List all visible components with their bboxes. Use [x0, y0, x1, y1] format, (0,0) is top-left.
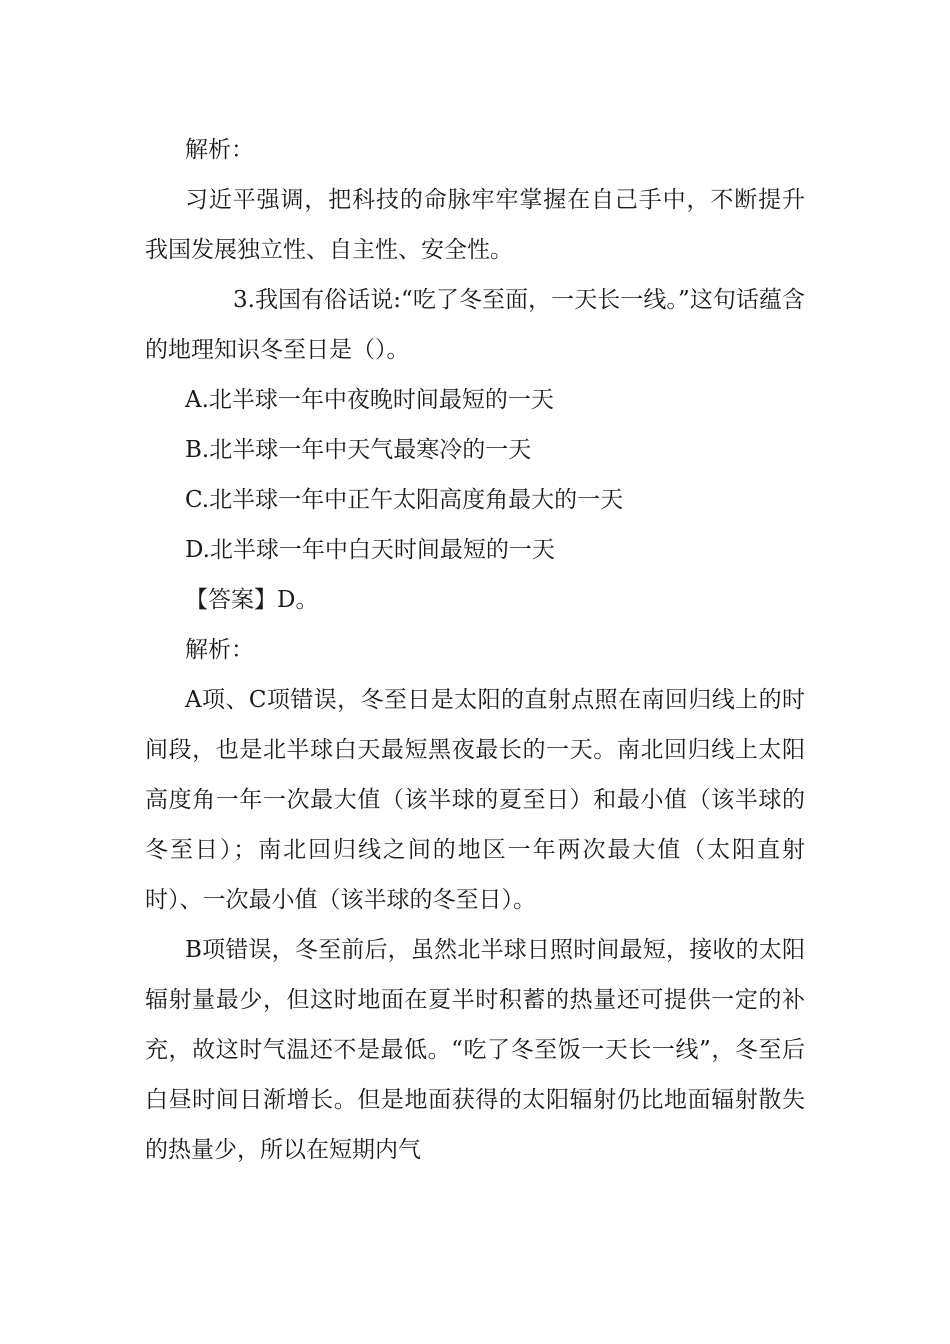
option-c: C.北半球一年中正午太阳高度角最大的一天	[185, 487, 624, 513]
document-page	[145, 125, 805, 1175]
option-a: A.北半球一年中夜晚时间最短的一天	[185, 387, 554, 413]
analysis-paragraph: B项错误，冬至前后，虽然北半球日照时间最短，接收的太阳辐射量最少，但这时地面在夏半时积蓄的热量还可提供一定的补充，故这时气温还不是最低。“吃了冬至饭一天长一线”，冬至后白昼时间日渐增长。但是地面获得的太阳辐射仍比地面辐射散失的热量少，所以在短期内气	[145, 937, 805, 1163]
analysis-label: 解析：	[185, 637, 254, 663]
question-stem: 3.我国有俗话说:“吃了冬至面，一天长一线。”这句话蕴含的地理知识冬至日是（）。	[145, 287, 805, 363]
answer-line: 【答案】D。	[185, 587, 319, 613]
option-d: D.北半球一年中白天时间最短的一天	[185, 537, 555, 563]
option-b: B.北半球一年中天气最寒冷的一天	[185, 437, 532, 463]
analysis-paragraph: A项、C项错误，冬至日是太阳的直射点照在南回归线上的时间段，也是北半球白天最短黑夜最长的一天。南北回归线上太阳高度角一年一次最大值（该半球的夏至日）和最小值（该半球的冬至日）；南北回归线之间的地区一年两次最大值（太阳直射时）、一次最小值（该半球的冬至日）。	[145, 687, 805, 913]
analysis-label: 解析：	[185, 137, 254, 163]
analysis-paragraph: 习近平强调，把科技的命脉牢牢掌握在自己手中，不断提升我国发展独立性、自主性、安全性。	[145, 187, 805, 263]
